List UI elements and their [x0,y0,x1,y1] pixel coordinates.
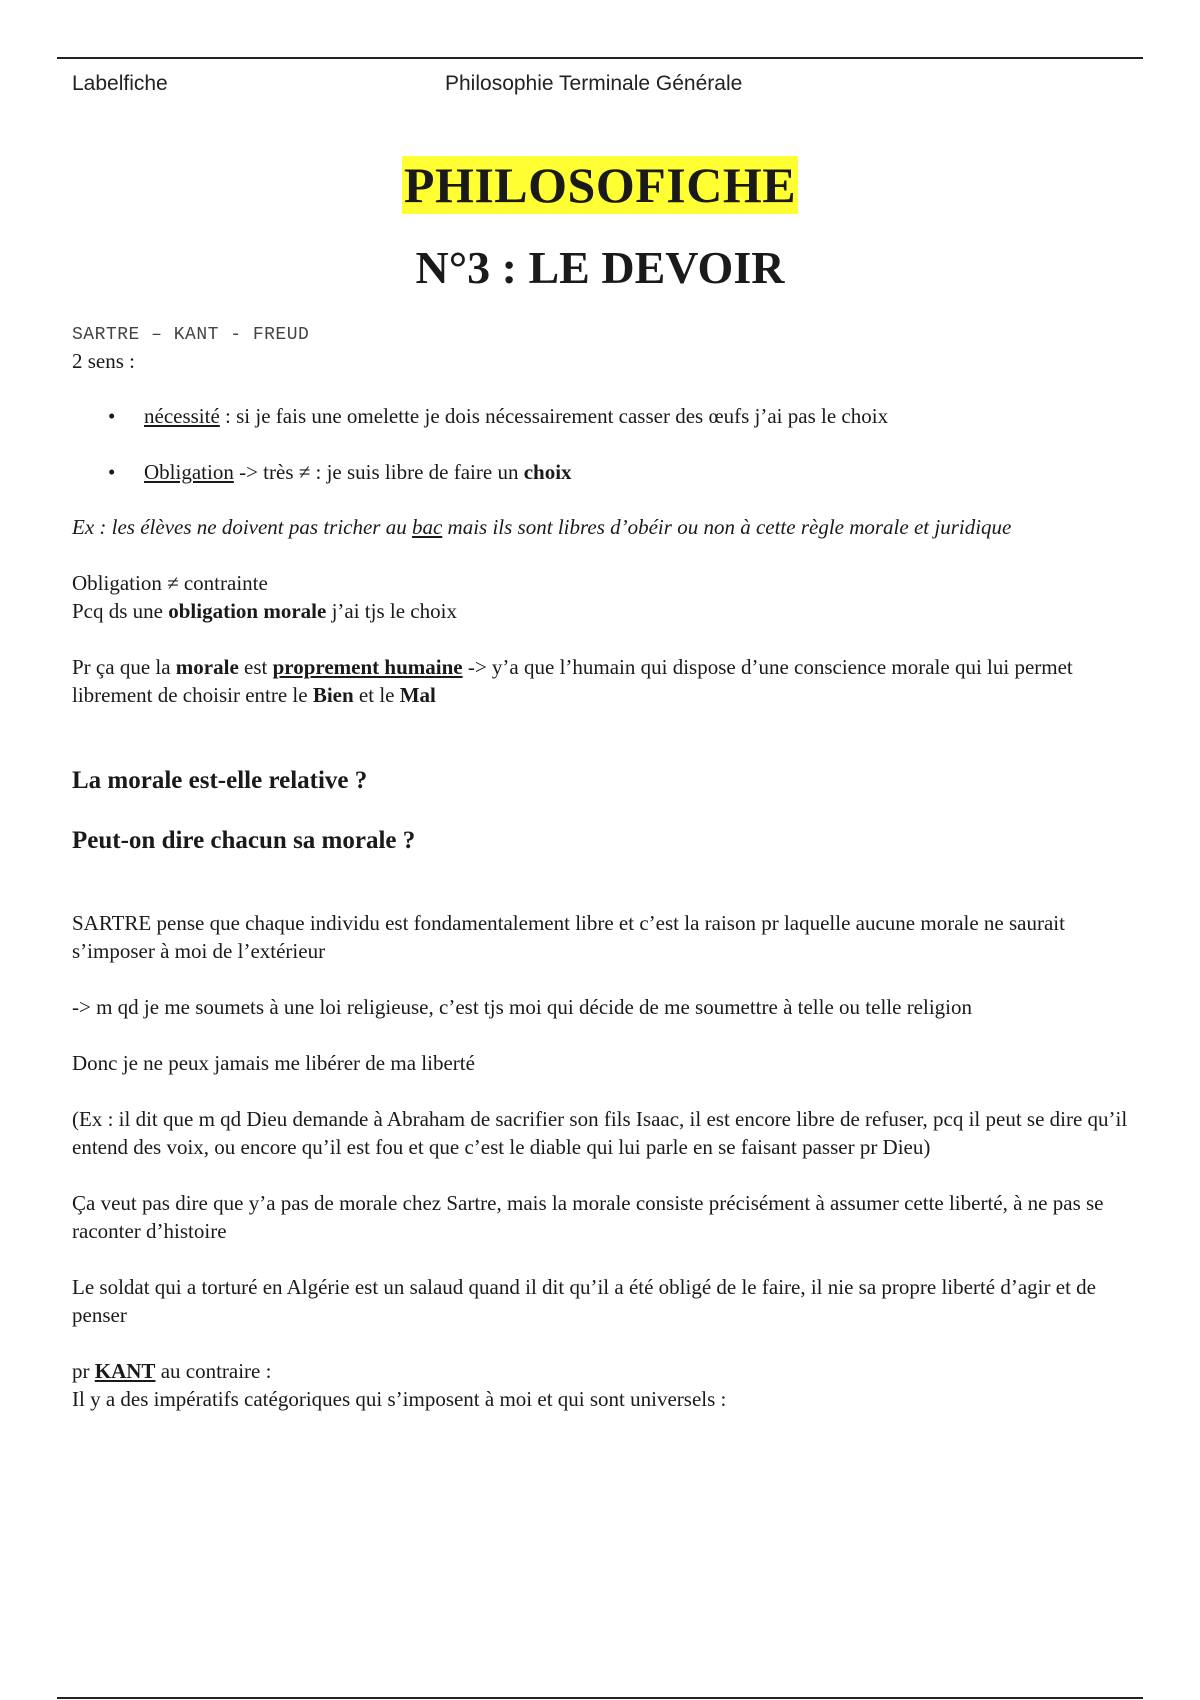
brand-name: Labelfiche [72,72,168,95]
text-span: j’ai tjs le choix [326,599,457,623]
list-item [72,458,1128,486]
paragraph: (Ex : il dit que m qd Dieu demande à Abraham de sacrifier son fils Isaac, il est encore libre de refuser, pcq il peut se dire qu’il entend des voix, ou encore qu’il est fou et que c’est le diable qui lui parle en se faisant passer pr Dieu) [72,1107,1128,1159]
paragraph: SARTRE pense que chaque individu est fondamentalement libre et c’est la raison pr laquelle aucune morale ne saurait s’imposer à moi de l’extérieur [72,911,1065,963]
example-text: Ex : les élèves ne doivent pas tricher au [72,515,412,539]
bold-span: obligation morale [168,599,327,623]
paragraph: Le soldat qui a torturé en Algérie est un salaud quand il dit qu’il a été obligé de le faire, il nie sa propre liberté d’agir et de penser [72,1275,1096,1327]
bullet-text: : si je fais une omelette je dois nécessairement casser des œufs j’ai pas le choix [219,404,889,428]
bold-morale: morale [175,655,239,679]
bold-proprement-humaine: proprement humaine [272,655,463,679]
bullet-icon: • [108,460,116,484]
text-span: Pr ça que la [72,655,176,679]
paragraph: Donc je ne peux jamais me libérer de ma liberté [72,1051,475,1075]
text-span: -> y’a que l’humain qui dispose d’une conscience morale qui lui permet librement de choisir entre le [72,655,1073,707]
example-underlined: bac [411,515,443,539]
bold-kant: KANT [94,1359,156,1383]
text-span: pr [72,1359,95,1383]
bullet-icon: • [108,404,116,428]
kant-imperatives-line: Il y a des impératifs catégoriques qui s’imposent à moi et qui sont universels : [72,1387,727,1411]
paragraph: -> m qd je me soumets à une loi religieuse, c’est tjs moi qui décide de me soumettre à telle ou telle religion [72,995,973,1019]
morale-paragraph [72,653,1128,709]
senses-list [72,402,1128,486]
bold-bien: Bien [312,683,354,707]
paragraph: Ça veut pas dire que y’a pas de morale chez Sartre, mais la morale consiste précisément à assumer cette liberté, à ne pas se raconter d’histoire [72,1191,1104,1243]
kant-line [72,1357,1128,1385]
text-span: est [238,655,273,679]
bullet-text: -> très ≠ : je suis libre de faire un [233,460,524,484]
question-heading: Peut-on dire chacun sa morale ? [72,827,416,854]
senses-intro: 2 sens : [72,349,135,373]
page-title: PHILOSOFICHE [403,157,797,213]
text-span: et le [353,683,400,707]
bold-choix: choix [523,460,572,484]
subject-name: Philosophie Terminale Générale [445,72,743,95]
header-rule [57,57,1143,59]
term-necessite: nécessité [144,404,220,428]
document-body [72,323,1128,1413]
bold-mal: Mal [399,683,436,707]
term-obligation: Obligation [144,460,234,484]
text-span: Pcq ds une [72,599,169,623]
example-text-end: mais ils sont libres d’obéir ou non à cette règle morale et juridique [442,515,1012,539]
example-paragraph [72,513,1128,541]
list-item [72,402,1128,430]
authors-line: SARTRE – KANT - FREUD [72,325,310,345]
page-subtitle: N°3 : LE DEVOIR [415,242,785,293]
title-block [0,156,1200,214]
obligation-line: Obligation ≠ contrainte [72,571,268,595]
footer-rule [57,1697,1143,1699]
obligation-morale-line [72,597,1128,625]
page-header [72,72,1128,102]
text-span: au contraire : [155,1359,272,1383]
question-heading: La morale est-elle relative ? [72,767,368,794]
subtitle-block [0,240,1200,296]
